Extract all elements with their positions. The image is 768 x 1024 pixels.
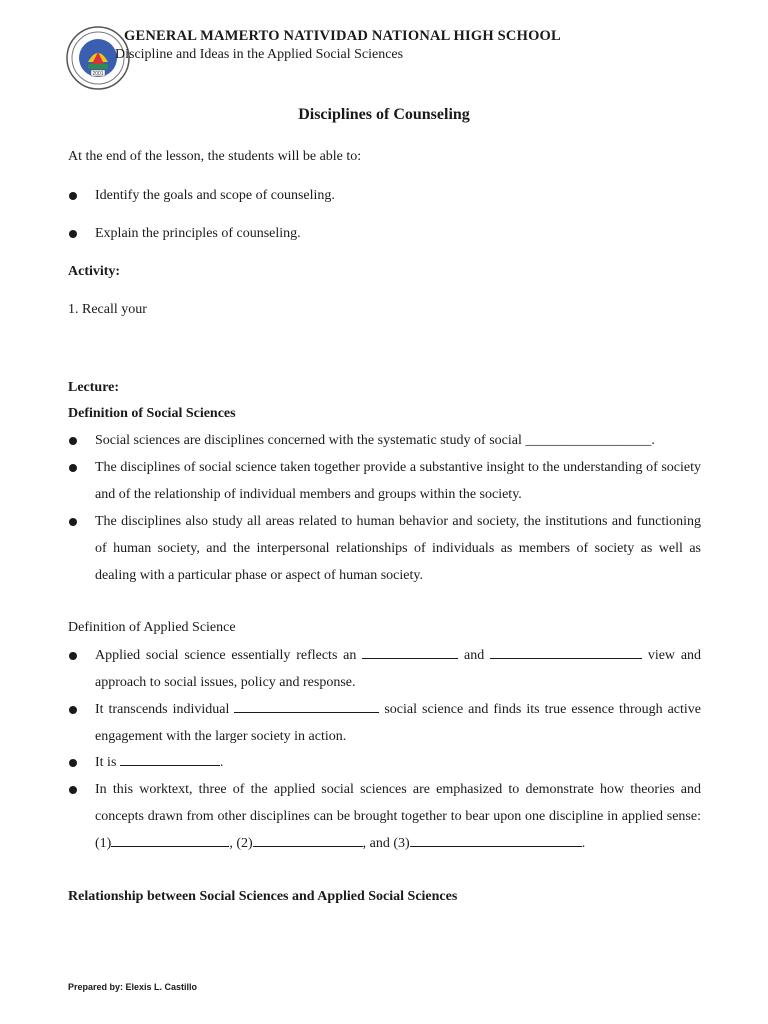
activity-heading: Activity: xyxy=(68,264,121,279)
bullet-icon xyxy=(69,759,77,767)
activity-item: 1. Recall your xyxy=(68,302,147,317)
text-span: It transcends individual xyxy=(95,702,230,717)
text-span: , (2) xyxy=(229,836,253,851)
bullet-icon xyxy=(69,192,77,200)
bullet-icon xyxy=(69,437,77,445)
bullet-icon xyxy=(69,652,77,660)
social-sciences-bullet-2: The disciplines of social science taken together provide a substantive insight to the understanding of society and of the relationship of individual members and groups within the society. xyxy=(95,460,701,502)
bullet-icon xyxy=(69,518,77,526)
relationship-heading: Relationship between Social Sciences and Applied Social Sciences xyxy=(68,889,458,904)
text-span: Applied social science essentially reflects an xyxy=(95,648,357,663)
fill-in-blank xyxy=(490,646,642,659)
bullet-icon xyxy=(69,706,77,714)
subject-title: Discipline and Ideas in the Applied Social Sciences xyxy=(115,47,404,62)
text-span: and xyxy=(464,648,485,663)
objectives-intro: At the end of the lesson, the students will be able to: xyxy=(68,149,362,164)
applied-science-heading: Definition of Applied Science xyxy=(68,620,236,635)
fill-in-blank xyxy=(362,646,458,659)
applied-science-bullet-3 xyxy=(95,749,701,776)
fill-in-blank xyxy=(120,753,220,766)
prepared-by: Prepared by: Elexis L. Castillo xyxy=(68,982,198,992)
text-span: . xyxy=(581,836,586,851)
lecture-heading: Lecture: xyxy=(68,380,120,395)
social-sciences-bullet-1: Social sciences are disciplines concerned with the systematic study of social __________________. xyxy=(95,433,655,448)
text-span: view and approach to social issues, policy and response. xyxy=(95,648,702,690)
text-span: social science and finds its true essence through active engagement with the larger society in action. xyxy=(95,702,702,744)
applied-science-bullet-4 xyxy=(95,776,701,857)
applied-science-bullet-1 xyxy=(95,642,701,696)
seal-year: 2001 xyxy=(92,71,104,77)
applied-science-bullet-2 xyxy=(95,696,701,750)
text-span: , and (3) xyxy=(362,836,410,851)
text-span: In this worktext, three of the applied social sciences are emphasized to demonstrate how theories and concepts drawn from other disciplines can be brought together to bear upon one discipline in applied sense:(1) xyxy=(95,782,701,851)
fill-in-blank xyxy=(410,834,582,847)
bullet-icon xyxy=(69,464,77,472)
objective-item: Explain the principles of counseling. xyxy=(95,226,301,241)
bullet-icon xyxy=(69,230,77,238)
page-title: Disciplines of Counseling xyxy=(298,106,470,123)
objective-item: Identify the goals and scope of counseling. xyxy=(95,188,335,203)
social-sciences-bullet-3: The disciplines also study all areas related to human behavior and society, the institutions and functioning of human society, and the interpersonal relationships of individuals as members of society as well as dealing with a particular phase or aspect of human society. xyxy=(95,514,701,583)
school-name: GENERAL MAMERTO NATIVIDAD NATIONAL HIGH SCHOOL xyxy=(124,28,561,44)
text-span: It is xyxy=(95,755,117,770)
fill-in-blank xyxy=(253,834,363,847)
social-sciences-heading: Definition of Social Sciences xyxy=(68,406,236,421)
text-span: . xyxy=(219,755,224,770)
bullet-icon xyxy=(69,786,77,794)
fill-in-blank xyxy=(111,834,229,847)
fill-in-blank xyxy=(234,700,379,713)
